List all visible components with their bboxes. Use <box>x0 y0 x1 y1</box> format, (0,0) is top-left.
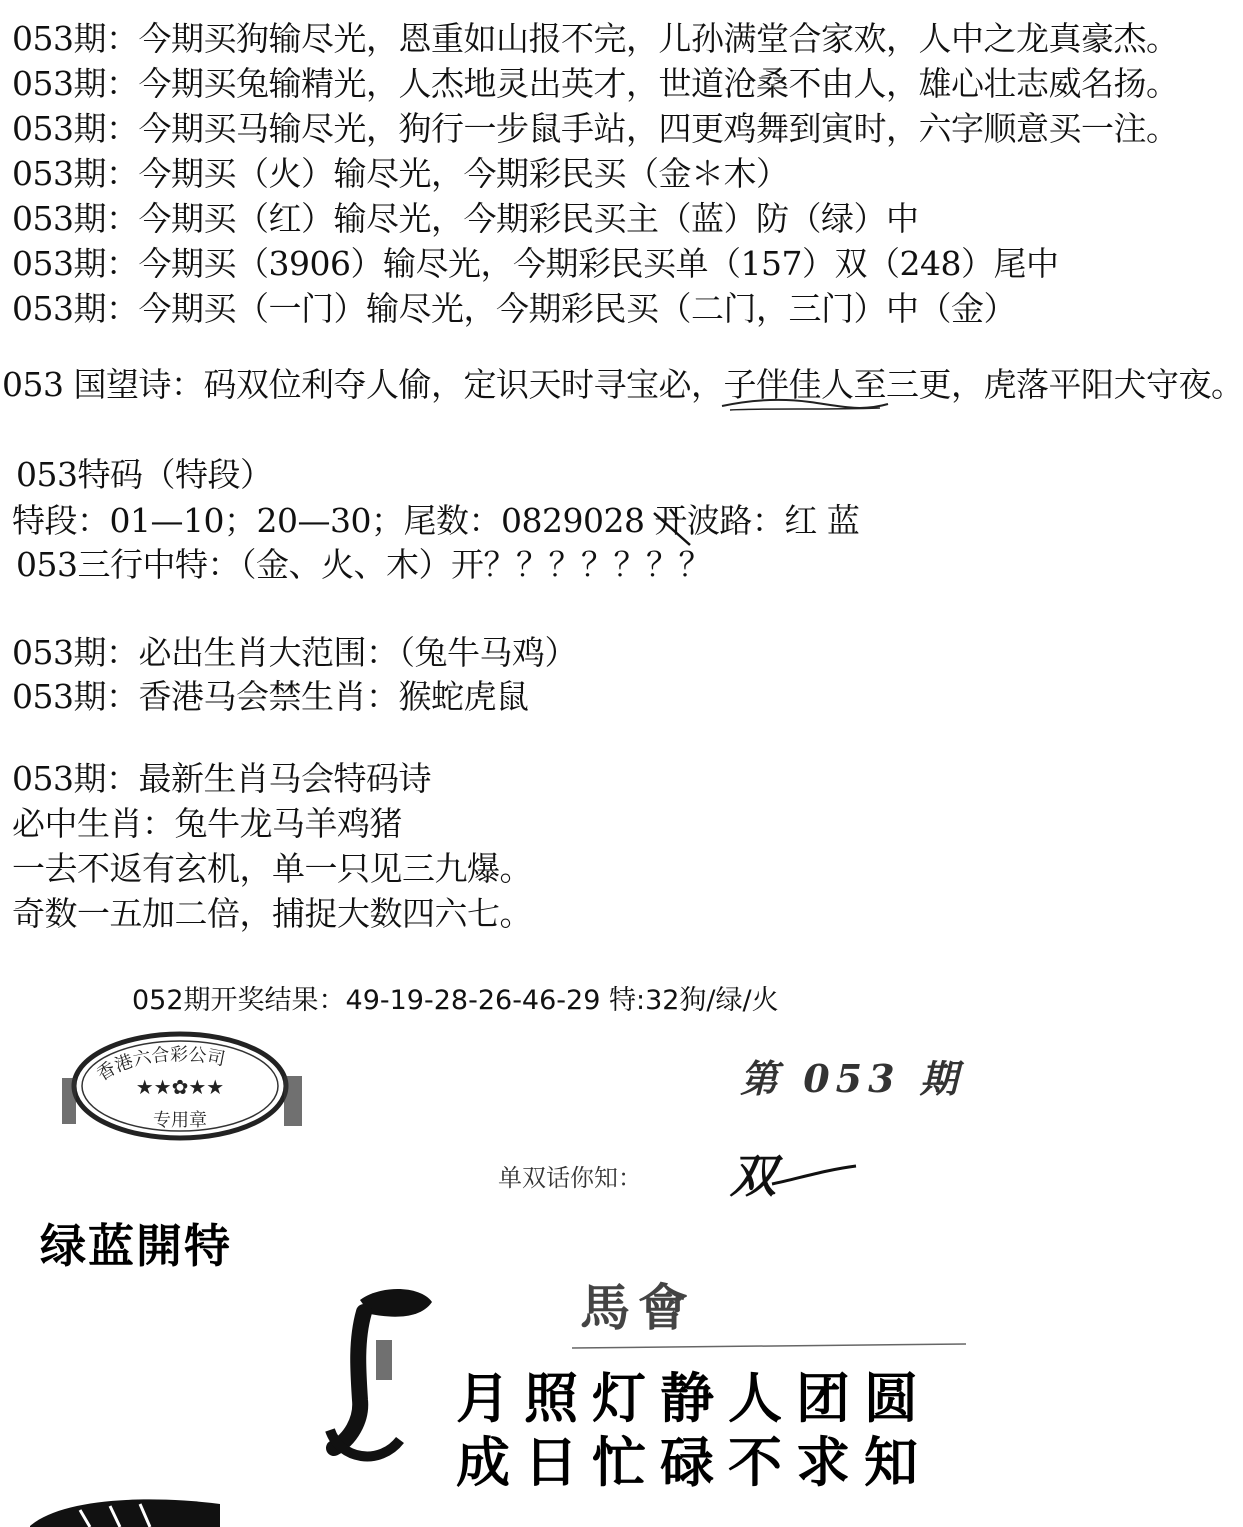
horse-association-title: 馬會 <box>580 1278 696 1337</box>
big-poem-line-2: 成日忙碌不求知 <box>456 1431 932 1494</box>
prediction-line: 053期：今期买（3906）输尽光，今期彩民买单（157）双（248）尾中 <box>12 244 1059 283</box>
green-blue-special: 绿蓝開特 <box>40 1219 232 1273</box>
forbidden-zodiac-line: 053期：香港马会禁生肖：猴蛇虎鼠 <box>12 677 529 716</box>
special-segment-line: 特段：01—10；20—30；尾数：0829028 开波路：红 蓝 <box>12 501 860 540</box>
issue-stamp: 第 053 期 <box>740 1056 964 1101</box>
odd-even-label: 单双话你知： <box>498 1164 642 1192</box>
zodiac-poem-line: 奇数一五加二倍，捕捉大数四六七。 <box>12 894 532 933</box>
zodiac-poem-title: 053期：最新生肖马会特码诗 <box>12 759 431 798</box>
title-underline <box>570 1340 970 1354</box>
prediction-line: 053期：今期买（红）输尽光，今期彩民买主（蓝）防（绿）中 <box>12 199 919 238</box>
svg-text:★★✿★★: ★★✿★★ <box>135 1075 225 1099</box>
special-code-title: 053特码（特段） <box>16 455 273 494</box>
prediction-line: 053期：今期买狗输尽光，恩重如山报不完，儿孙满堂合家欢，人中之龙真豪杰。 <box>12 19 1179 58</box>
bottom-decoration <box>20 1490 240 1527</box>
prediction-line: 053期：今期买（火）输尽光，今期彩民买（金＊木） <box>12 154 789 193</box>
zodiac-poem-line: 一去不返有玄机，单一只见三九爆。 <box>12 849 532 888</box>
prediction-line: 053期：今期买兔输精光，人杰地灵出英才，世道沧桑不由人，雄心壮志威名扬。 <box>12 64 1179 103</box>
national-poem-line: 053 国望诗：码双位利夺人偷，定识天时寻宝必，子伴佳人至三更，虎落平阳犬守夜。 <box>2 365 1243 404</box>
odd-even-answer: 双 <box>730 1149 776 1203</box>
zodiac-range-line: 053期：必出生肖大范围：（兔牛马鸡） <box>12 633 577 672</box>
previous-draw-result: 052期开奖结果：49-19-28-26-46-29 特:32狗/绿/火 <box>132 985 779 1016</box>
big-poem-line-1: 月照灯静人团圆 <box>456 1367 932 1430</box>
prediction-line: 053期：今期买马输尽光，狗行一步鼠手站，四更鸡舞到寅时，六字顺意买一注。 <box>12 109 1179 148</box>
pen-mark <box>650 505 710 550</box>
zodiac-poem-line: 必中生肖：兔牛龙马羊鸡猪 <box>12 804 402 843</box>
svg-text:专用章: 专用章 <box>153 1110 207 1131</box>
company-seal-stamp <box>60 1028 310 1146</box>
handwritten-underline <box>720 394 890 416</box>
prediction-line: 053期：今期买（一门）输尽光，今期彩民买（二门，三门）中（金） <box>12 289 1016 328</box>
three-elements-line: 053三行中特：（金、火、木）开？？？？？？？ <box>16 545 711 584</box>
svg-text:香港六合彩公司: 香港六合彩公司 <box>93 1044 227 1086</box>
horse-figure-icon <box>320 1280 440 1470</box>
answer-swash <box>770 1160 860 1190</box>
